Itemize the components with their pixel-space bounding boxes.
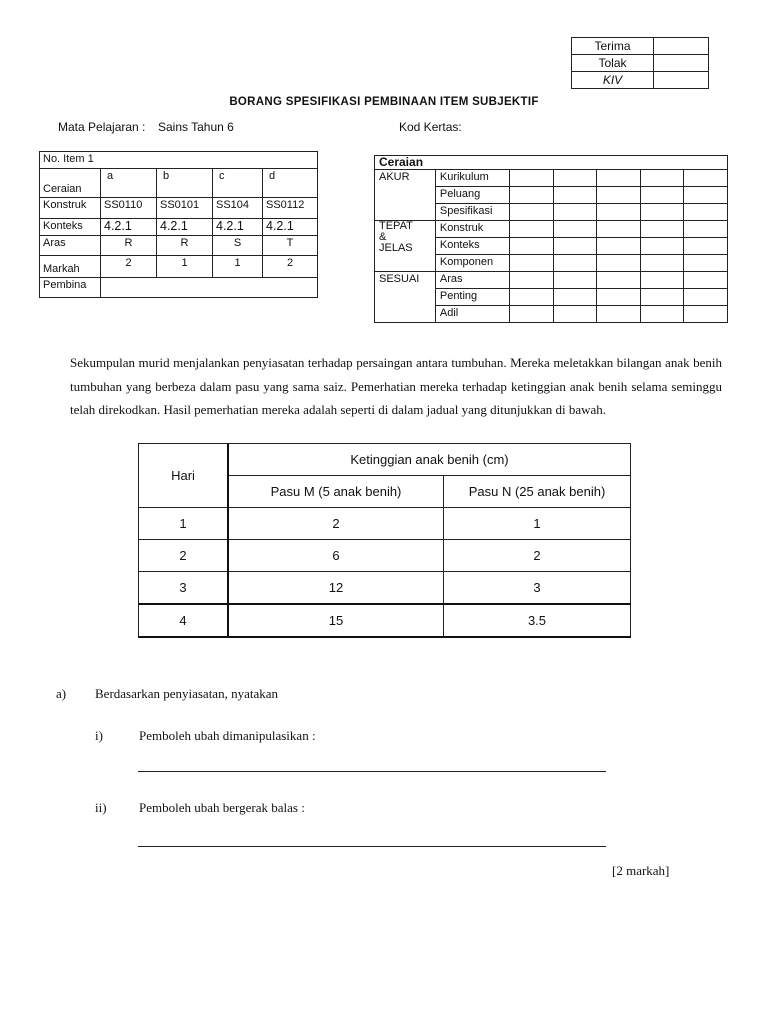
check-box[interactable] [640, 204, 684, 221]
group-header: Ketinggian anak benih (cm) [228, 444, 631, 476]
crit-komponen: Komponen [435, 255, 509, 272]
konstruk-d: SS0112 [263, 198, 318, 219]
check-box[interactable] [553, 272, 597, 289]
question-i-label: i) [95, 728, 103, 743]
part-d: d [263, 169, 318, 198]
check-box[interactable] [509, 306, 553, 323]
check-box[interactable] [509, 238, 553, 255]
cell-hari: 1 [139, 508, 229, 540]
check-box[interactable] [553, 255, 597, 272]
check-box[interactable] [640, 238, 684, 255]
check-box[interactable] [684, 306, 728, 323]
konstruk-a: SS0110 [101, 198, 157, 219]
crit-aras: Aras [435, 272, 509, 289]
part-b: b [157, 169, 213, 198]
check-box[interactable] [553, 238, 597, 255]
subject-label: Mata Pelajaran : [58, 120, 146, 134]
group-akur: AKUR [375, 170, 436, 221]
konteks-label: Konteks [40, 219, 101, 236]
check-box[interactable] [597, 170, 641, 187]
check-box[interactable] [597, 306, 641, 323]
group-tepat-jelas: TEPAT & JELAS [375, 221, 436, 272]
markah-a: 2 [101, 256, 157, 278]
check-box[interactable] [509, 272, 553, 289]
cell-pasu-n: 2 [444, 540, 631, 572]
ceraian-checklist [374, 155, 728, 323]
crit-peluang: Peluang [435, 187, 509, 204]
cell-pasu-m: 15 [228, 604, 444, 637]
markah-c: 1 [213, 256, 263, 278]
question-a-text: Berdasarkan penyiasatan, nyatakan [95, 686, 279, 701]
tolak-box[interactable] [654, 55, 709, 72]
col-hari-header: Hari [139, 444, 229, 508]
marks-label: [2 markah] [612, 863, 670, 878]
aras-label: Aras [40, 236, 101, 256]
cell-pasu-m: 2 [228, 508, 444, 540]
check-box[interactable] [640, 170, 684, 187]
check-box[interactable] [684, 255, 728, 272]
crit-adil: Adil [435, 306, 509, 323]
markah-label: Markah [40, 256, 101, 278]
konstruk-b: SS0101 [157, 198, 213, 219]
ceraian-header: Ceraian [375, 156, 728, 170]
kiv-label: KIV [572, 72, 654, 89]
check-box[interactable] [684, 272, 728, 289]
cell-pasu-n: 1 [444, 508, 631, 540]
status-table [571, 37, 709, 89]
question-a-label: a) [56, 686, 67, 701]
pembina-label: Pembina [40, 278, 101, 298]
check-box[interactable] [597, 204, 641, 221]
markah-b: 1 [157, 256, 213, 278]
check-box[interactable] [509, 289, 553, 306]
crit-spesifikasi: Spesifikasi [435, 204, 509, 221]
check-box[interactable] [640, 221, 684, 238]
aras-d: T [263, 236, 318, 256]
check-box[interactable] [597, 255, 641, 272]
question-ii-label: ii) [95, 800, 107, 815]
check-box[interactable] [640, 255, 684, 272]
question-ii-text: Pemboleh ubah bergerak balas : [139, 800, 305, 815]
check-box[interactable] [640, 306, 684, 323]
cell-pasu-m: 12 [228, 572, 444, 605]
item-spec-table [39, 151, 318, 298]
cell-pasu-n: 3.5 [444, 604, 631, 637]
check-box[interactable] [684, 170, 728, 187]
paper-code-label: Kod Kertas: [399, 120, 462, 134]
check-box[interactable] [509, 221, 553, 238]
markah-d: 2 [263, 256, 318, 278]
check-box[interactable] [597, 272, 641, 289]
subject-value: Sains Tahun 6 [158, 120, 234, 134]
ceraian-label: Ceraian [40, 169, 101, 198]
page-title: BORANG SPESIFIKASI PEMBINAAN ITEM SUBJEKTIF [229, 96, 539, 108]
check-box[interactable] [553, 221, 597, 238]
check-box[interactable] [684, 221, 728, 238]
check-box[interactable] [597, 238, 641, 255]
check-box[interactable] [684, 238, 728, 255]
terima-box[interactable] [654, 38, 709, 55]
answer-line-ii[interactable] [138, 846, 606, 847]
pembina-field[interactable] [101, 278, 318, 298]
answer-line-i[interactable] [138, 771, 606, 772]
part-a: a [101, 169, 157, 198]
cell-pasu-m: 6 [228, 540, 444, 572]
question-i-text: Pemboleh ubah dimanipulasikan : [139, 728, 316, 743]
check-box[interactable] [684, 204, 728, 221]
cell-hari: 2 [139, 540, 229, 572]
check-box[interactable] [684, 187, 728, 204]
check-box[interactable] [597, 187, 641, 204]
konstruk-c: SS104 [213, 198, 263, 219]
col-pasu-m-header: Pasu M (5 anak benih) [228, 476, 444, 508]
check-box[interactable] [509, 187, 553, 204]
check-box[interactable] [640, 187, 684, 204]
aras-a: R [101, 236, 157, 256]
cell-pasu-n: 3 [444, 572, 631, 605]
no-item-cell: No. Item 1 [40, 152, 318, 169]
cell-hari: 3 [139, 572, 229, 605]
crit-konteks: Konteks [435, 238, 509, 255]
check-box[interactable] [684, 289, 728, 306]
check-box[interactable] [553, 170, 597, 187]
cell-hari: 4 [139, 604, 229, 637]
check-box[interactable] [509, 204, 553, 221]
check-box[interactable] [509, 170, 553, 187]
konteks-d: 4.2.1 [263, 219, 318, 236]
crit-penting: Penting [435, 289, 509, 306]
kiv-box[interactable] [654, 72, 709, 89]
konteks-b: 4.2.1 [157, 219, 213, 236]
tolak-label: Tolak [572, 55, 654, 72]
check-box[interactable] [553, 306, 597, 323]
seedling-height-table [138, 443, 631, 638]
check-box[interactable] [597, 289, 641, 306]
konteks-a: 4.2.1 [101, 219, 157, 236]
crit-konstruk: Konstruk [435, 221, 509, 238]
check-box[interactable] [553, 289, 597, 306]
question-stem: Sekumpulan murid menjalankan penyiasatan terhadap persaingan antara tumbuhan. Mereka meletakkan bilangan anak benih tumbuhan yang berbeza dalam pasu yang sama saiz. Pemerhatian mereka terhadap ketinggian anak benih selama seminggu telah direkodkan. Hasil pemerhatian mereka adalah seperti di dalam jadual yang ditunjukkan di bawah. [70, 355, 722, 417]
check-box[interactable] [553, 204, 597, 221]
check-box[interactable] [509, 255, 553, 272]
check-box[interactable] [640, 289, 684, 306]
check-box[interactable] [597, 221, 641, 238]
konteks-c: 4.2.1 [213, 219, 263, 236]
check-box[interactable] [553, 187, 597, 204]
konstruk-label: Konstruk [40, 198, 101, 219]
aras-c: S [213, 236, 263, 256]
aras-b: R [157, 236, 213, 256]
terima-label: Terima [572, 38, 654, 55]
group-sesuai: SESUAI [375, 272, 436, 323]
col-pasu-n-header: Pasu N (25 anak benih) [444, 476, 631, 508]
check-box[interactable] [640, 272, 684, 289]
part-c: c [213, 169, 263, 198]
crit-kurikulum: Kurikulum [435, 170, 509, 187]
